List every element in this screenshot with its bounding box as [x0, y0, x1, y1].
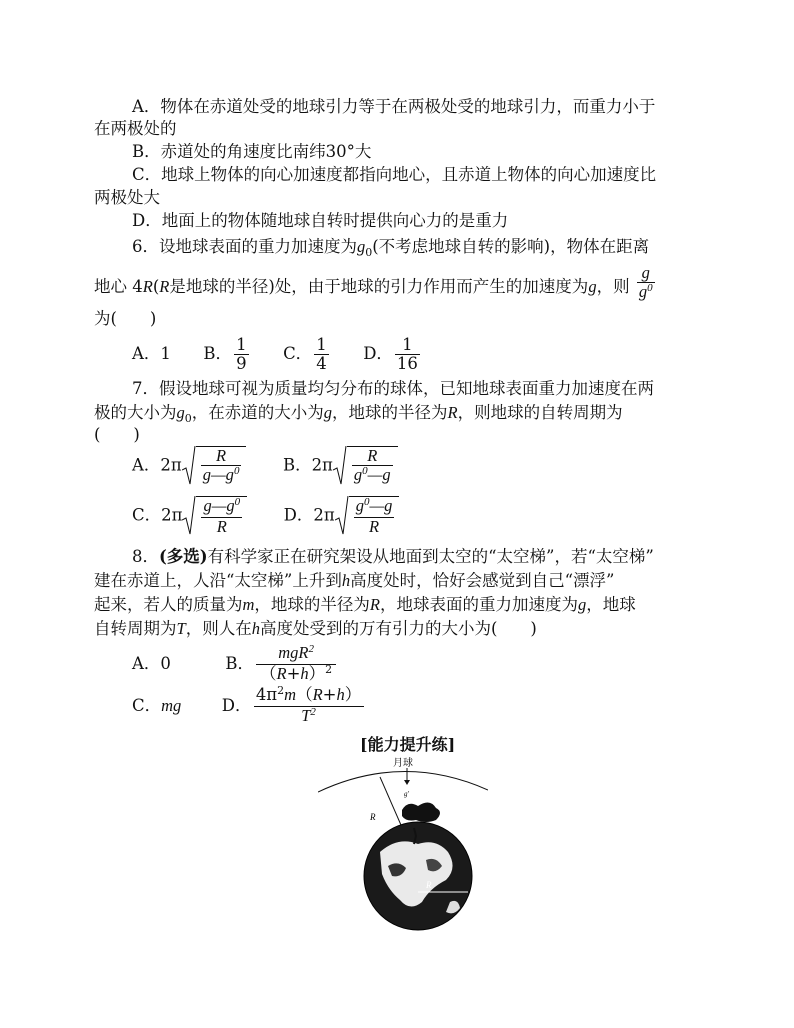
q8-line2: 建在赤道上，人沿“太空梯”上升到h高度处时，恰好会感觉到自己“漂浮” — [94, 571, 615, 590]
q5-option-b: B．赤道处的角速度比南纬30°大 — [132, 142, 372, 161]
q5-option-c-line1: C．地球上物体的向心加速度都指向地心，且赤道上物体的向心加速度比 — [132, 165, 657, 184]
q6-text-c: 地心 4 — [94, 277, 143, 296]
q8-option-c: C． — [132, 696, 162, 715]
section-heading: [能力提升练] — [360, 735, 456, 754]
q6-g: g — [588, 277, 597, 296]
q7-option-a: A．2π — [132, 455, 182, 475]
q6-option-d: D． — [363, 344, 393, 363]
q5-option-a-line1: A．物体在赤道处受的地球引力等于在两极处受的地球引力，而重力小于 — [132, 97, 656, 116]
q8-option-c-value: mg — [161, 696, 182, 715]
q5-option-d: D．地面上的物体随地球自转时提供向心力的是重力 — [132, 211, 509, 230]
q7-sqrt-b: $\frac{R}{g^0—g}$ — [333, 446, 398, 486]
svg-text:R: R — [426, 880, 432, 890]
q8-frac-b: $\frac{mgR^2}{(R+h)^2}$ — [256, 644, 336, 685]
q6-text-e: ，则 — [596, 277, 630, 296]
q7-option-c: C．2π — [132, 505, 183, 525]
q6-g0: g — [357, 237, 366, 256]
svg-text:g': g' — [404, 790, 409, 798]
q6-option-a: A．1 — [132, 344, 171, 363]
q6-text-d: 是地球的半径)处，由于地球的引力作用而产生的加速度为 — [169, 277, 589, 296]
q6-paren: ( — [152, 277, 160, 296]
q7-line3: ( ) — [94, 425, 140, 444]
q7-line1: 7．假设地球可视为质量均匀分布的球体，已知地球表面重力加速度在两 — [132, 379, 654, 398]
q8-options-row2 — [132, 686, 366, 726]
earth-moon-figure — [318, 752, 488, 934]
q7-options-row2 — [132, 496, 399, 540]
q6-line2 — [94, 263, 657, 307]
q6-option-c: C． — [283, 344, 313, 363]
q5-option-a-line2: 在两极处的 — [94, 119, 177, 138]
svg-text:R: R — [370, 812, 376, 822]
q7-option-b: B．2π — [282, 455, 333, 475]
q6-frac-b: $\frac{1}{9}$ — [236, 335, 247, 373]
q5-option-c-line2: 两极处大 — [94, 188, 160, 207]
q8-line4: 自转周期为T，则人在h高度处受到的万有引力的大小为( ) — [94, 619, 537, 638]
q6-r: R — [142, 277, 153, 296]
q6-options — [132, 336, 422, 376]
q6-text-b: (不考虑地球自转的影响)，物体在距离 — [372, 237, 650, 256]
q6-frac-d: $\frac{1}{16}$ — [396, 335, 418, 373]
q8-option-d: D． — [221, 696, 252, 715]
q8-option-b: B． — [225, 654, 255, 673]
moon-orbit-arc — [318, 771, 488, 792]
q7-options-row1 — [132, 446, 398, 490]
q8-line1: 8．(多选)有科学家正在研究架设从地面到太空的“太空梯”，若“太空梯” — [132, 547, 654, 566]
q6-line3: 为( ) — [94, 309, 157, 328]
q7-sqrt-a: $\frac{R}{g—g^0}$ — [182, 446, 247, 486]
q7-sqrt-c: $\frac{g—g^0}{R}$ — [182, 496, 247, 536]
q6-frac-c: $\frac{1}{4}$ — [316, 335, 327, 373]
q6-line1: 6．设地球表面的重力加速度为$g_0$(不考虑地球自转的影响)，物体在距离 — [132, 237, 650, 259]
q6-option-b: B． — [203, 344, 233, 363]
q6-text-a: 6．设地球表面的重力加速度为 — [132, 237, 357, 256]
q7-option-d: D．2π — [283, 505, 335, 525]
q7-line2: 极的大小为$g_0$，在赤道的大小为g，地球的半径为R，则地球的自转周期为 — [94, 403, 623, 425]
q8-options-row1 — [132, 644, 338, 684]
q8-multi-select-tag: (多选) — [159, 547, 208, 566]
q8-frac-d: $\frac{4\pi^2m(R+h)}{T^2}$ — [254, 686, 364, 727]
q6-r2: R — [159, 277, 170, 296]
figure-moon-label: 月球 — [393, 758, 413, 769]
q8-line3: 起来，若人的质量为m，地球的半径为R，地球表面的重力加速度为g，地球 — [94, 595, 636, 614]
q6-ratio-fraction: $\frac{g}{g^0}$ — [638, 263, 653, 301]
q7-sqrt-d: $\frac{g^0—g}{R}$ — [335, 496, 400, 536]
q8-option-a: A．0 — [132, 654, 171, 673]
